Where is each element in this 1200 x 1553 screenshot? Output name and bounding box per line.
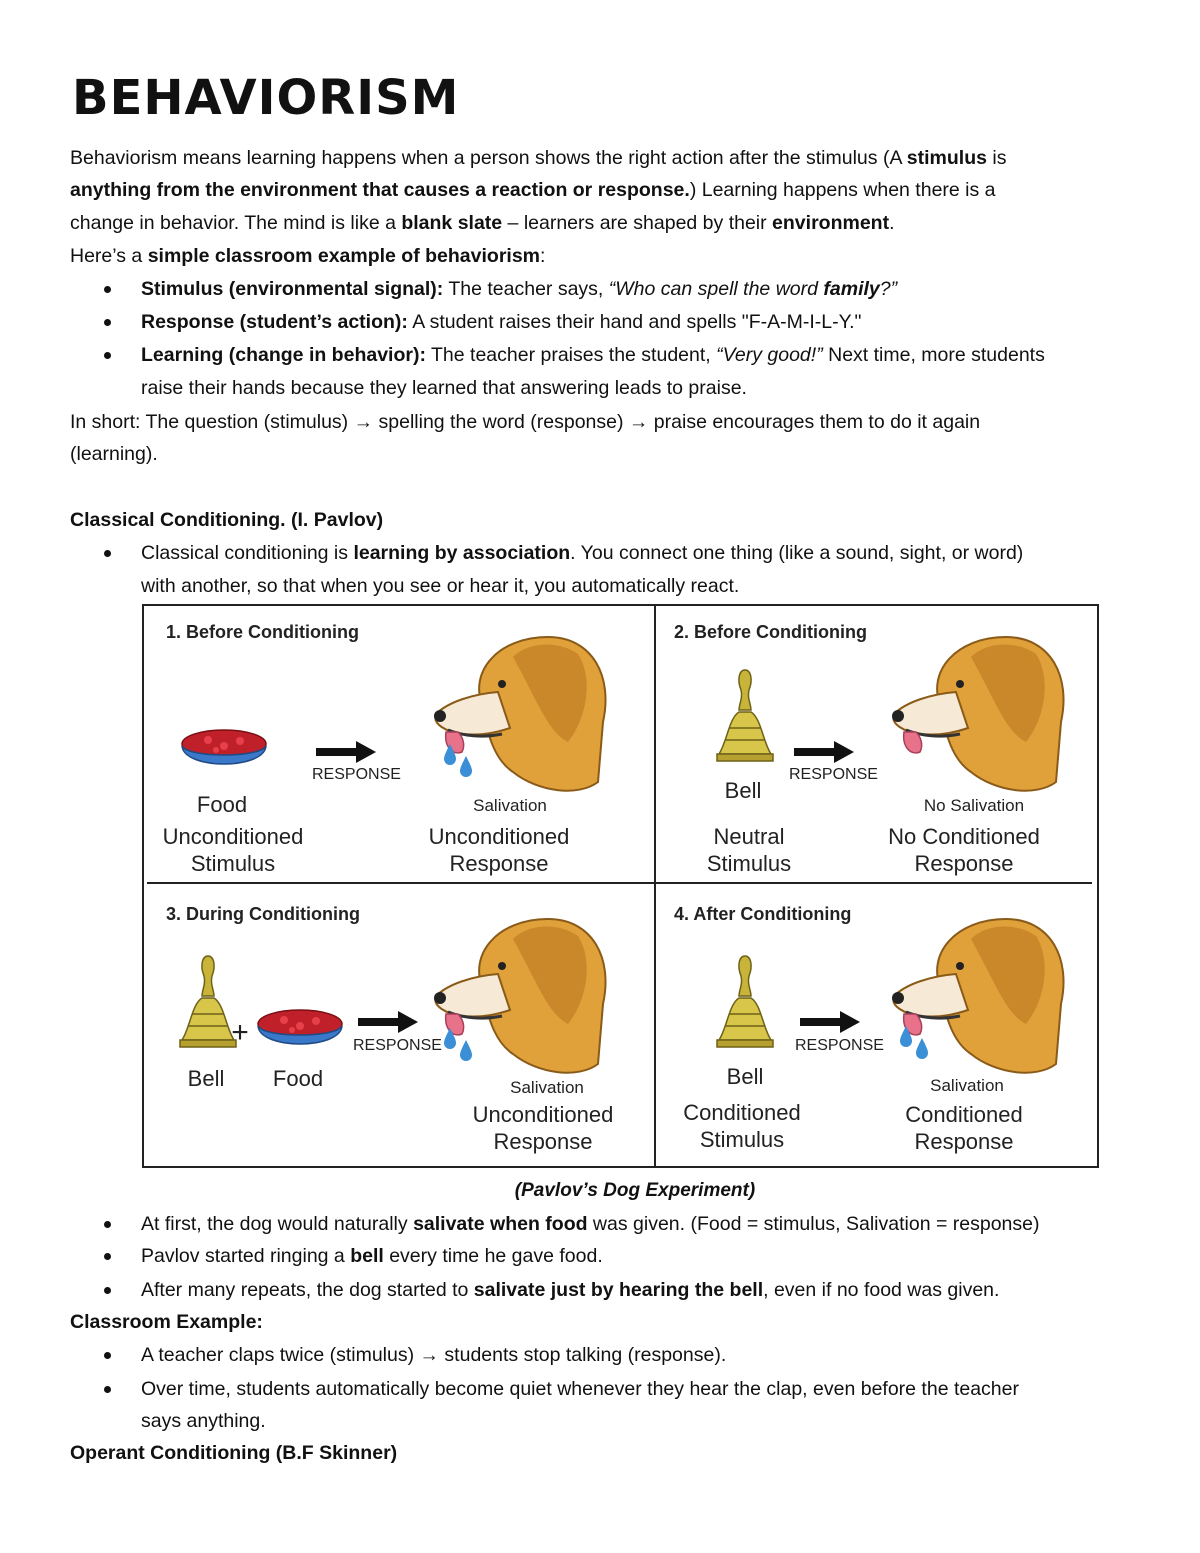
text-run: is	[986, 147, 1007, 169]
classical-bullet-cont: with another, so that when you see or hear it, you automatically react.	[141, 575, 740, 597]
intro-line-4	[70, 243, 545, 269]
text-run: – learners are shaped by their	[502, 212, 773, 234]
panel-3-title: 3. During Conditioning	[166, 904, 360, 924]
panel-1-arrow-label: RESPONSE	[312, 766, 401, 783]
panel-3-right-label-2: Response	[493, 1129, 593, 1154]
bullet-learning-cont: raise their hands because they learned that answering leads to praise.	[141, 377, 747, 399]
panel-4-title: 4. After Conditioning	[674, 904, 852, 924]
classroom-bullet-1: A teacher claps twice (stimulus) → students stop talking (response).	[141, 1344, 727, 1366]
pavlov-bullet-2	[141, 1243, 603, 1269]
classroom-bullet-2-cont: says anything.	[141, 1410, 266, 1432]
panel-3-right-label-1: Unconditioned	[472, 1102, 614, 1127]
bold-term: salivate when food	[413, 1213, 588, 1235]
pavlov-bullet-3	[141, 1277, 999, 1303]
pavlov-bullet-1	[141, 1211, 1039, 1237]
pavlov-diagram	[142, 604, 1099, 1168]
bullet-label: Stimulus (environmental signal):	[141, 278, 444, 300]
panel-2-left-label-2: Stimulus	[706, 851, 792, 876]
panel-4-right-label-1: Conditioned	[905, 1102, 1023, 1127]
bullet-label: Learning (change in behavior):	[141, 344, 426, 366]
panel-1-left-label-2: Stimulus	[190, 851, 276, 876]
text-run: Here’s a	[70, 245, 148, 267]
bullet-dot	[104, 1287, 111, 1294]
panel-2-right-label-1: No Conditioned	[888, 824, 1040, 849]
bullet-dot	[104, 1386, 111, 1393]
text-run: :	[540, 245, 546, 267]
panel-4-right-item: Salivation	[930, 1076, 1004, 1095]
panel-2-left-label-1: Neutral	[713, 824, 785, 849]
text-run: change in behavior. The mind is like a	[70, 212, 402, 234]
bullet-dot	[104, 1253, 111, 1260]
operant-heading: Operant Conditioning (B.F Skinner)	[70, 1442, 398, 1464]
intro-line-1	[70, 145, 1006, 171]
bold-term: salivate just by hearing the bell	[473, 1279, 764, 1301]
text-run: Pavlov started ringing a	[141, 1245, 351, 1267]
bullet-dot	[104, 550, 111, 557]
italic-quote: “Who can spell the word	[608, 278, 824, 300]
panel-3-right-item: Salivation	[510, 1078, 584, 1097]
panel-4-right-label-2: Response	[914, 1129, 1014, 1154]
bullet-dot	[104, 1352, 111, 1359]
panel-3-plus: +	[231, 1016, 249, 1049]
text-run: was given. (Food = stimulus, Salivation = response)	[587, 1213, 1040, 1235]
bullet-dot	[104, 286, 111, 293]
text-run: .	[889, 212, 895, 234]
food-bowl-icon	[258, 1010, 342, 1044]
bold-term: simple classroom example of behaviorism	[147, 245, 541, 267]
panel-4-left-label-1: Conditioned	[683, 1100, 801, 1125]
bold-term: learning by association	[353, 542, 571, 564]
panel-2-title: 2. Before Conditioning	[674, 622, 867, 642]
panel-2-arrow-label: RESPONSE	[789, 766, 878, 783]
text-run: ) Learning happens when there is a	[689, 179, 996, 201]
bold-term: bell	[350, 1245, 384, 1267]
classroom-heading: Classroom Example:	[70, 1311, 263, 1333]
text-run: Behaviorism means learning happens when a person shows the right action after the stimulus (A	[70, 147, 907, 169]
panel-3-left-item-2: Food	[272, 1066, 324, 1091]
text-run: The teacher says,	[443, 278, 609, 300]
text-run: The teacher praises the student,	[425, 344, 717, 366]
bullet-response	[141, 309, 861, 335]
panel-3-left-item: Bell	[187, 1066, 225, 1091]
italic-quote: “Very good!”	[716, 344, 823, 366]
panel-1-title: 1. Before Conditioning	[166, 622, 359, 642]
classroom-bullet-2: Over time, students automatically become quiet whenever they hear the clap, even before the teacher	[141, 1378, 1019, 1400]
figure-caption: (Pavlov’s Dog Experiment)	[514, 1180, 756, 1201]
panel-4-left-item: Bell	[726, 1064, 764, 1089]
panel-2-right-label-2: Response	[914, 851, 1014, 876]
text-run: every time he gave food.	[383, 1245, 603, 1267]
document-title: BEHAVIORISM	[72, 70, 460, 126]
bullet-stimulus	[141, 276, 897, 302]
intro-line-2	[70, 177, 996, 203]
panel-1-right-label-2: Response	[449, 851, 549, 876]
bullet-dot	[104, 352, 111, 359]
panel-2-right-item: No Salivation	[923, 796, 1025, 815]
bullet-dot	[104, 1221, 111, 1228]
text-run: A student raises their hand and spells "F-A-M-I-L-Y."	[407, 311, 862, 333]
panel-2-left-item: Bell	[724, 778, 762, 803]
bold-term: stimulus	[906, 147, 987, 169]
intro-line-3	[70, 210, 895, 236]
panel-1-left-item: Food	[196, 792, 248, 817]
panel-1-left-label-1: Unconditioned	[162, 824, 304, 849]
bold-italic-word: family	[823, 278, 880, 300]
classical-heading: Classical Conditioning. (I. Pavlov)	[70, 509, 384, 531]
text-run: . You connect one thing (like a sound, sight, or word)	[570, 542, 1024, 564]
panel-1-right-item: Salivation	[473, 796, 547, 815]
bullet-dot	[104, 319, 111, 326]
bold-term: blank slate	[401, 212, 503, 234]
bold-term: environment	[772, 212, 890, 234]
text-run: , even if no food was given.	[763, 1279, 1000, 1301]
italic-quote: ?”	[879, 278, 898, 300]
food-bowl-icon	[182, 730, 266, 764]
panel-1-right-label-1: Unconditioned	[428, 824, 570, 849]
bullet-label: Response (student’s action):	[141, 311, 408, 333]
bullet-learning	[141, 342, 1045, 368]
in-short-line-1: In short: The question (stimulus) → spelling the word (response) → praise encourages them to do it again	[70, 411, 981, 433]
text-run: Classical conditioning is	[141, 542, 354, 564]
in-short-line-2: (learning).	[70, 443, 158, 465]
text-run: After many repeats, the dog started to	[141, 1279, 474, 1301]
pavlov-figure	[142, 604, 1099, 1168]
bold-term: anything from the environment that causes a reaction or response.	[70, 179, 690, 201]
classical-bullet	[141, 540, 1023, 566]
panel-4-arrow-label: RESPONSE	[795, 1037, 884, 1054]
text-run: At first, the dog would naturally	[141, 1213, 414, 1235]
panel-4-left-label-2: Stimulus	[699, 1127, 785, 1152]
panel-3-arrow-label: RESPONSE	[353, 1037, 442, 1054]
text-run: Next time, more students	[822, 344, 1045, 366]
